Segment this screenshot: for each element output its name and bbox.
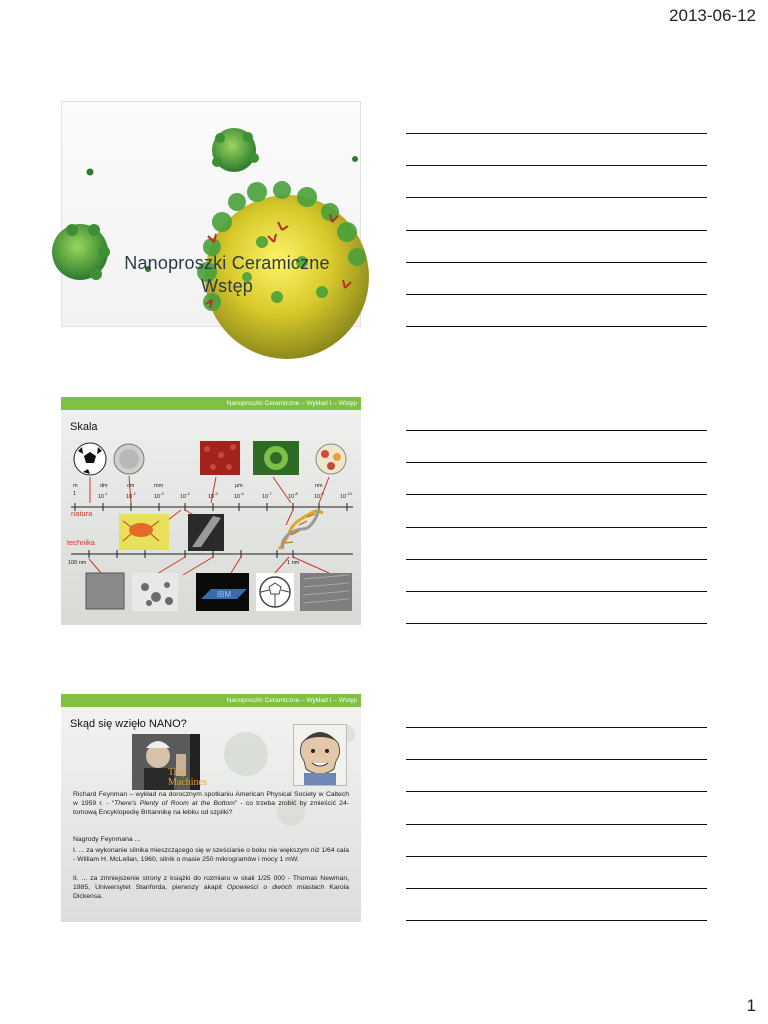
power-label: $10^{-6}$ [234,491,244,500]
print-date: 2013-06-12 [669,6,756,25]
nanoparticles-micrograph-image [132,573,178,611]
power-label: 1 [73,491,77,497]
unit-um: μm [235,483,243,489]
label-natura: natura [71,509,93,518]
unit-mm: mm [154,483,164,489]
slide-heading: Skąd się wzięło NANO? [70,718,187,730]
power-label: $10^{-4}$ [180,491,190,500]
paragraph-feynman-prizes: Nagrody Feynmana ... [73,836,141,843]
power-label: $10^{-1}$ [98,491,108,500]
surface-micrograph-image [86,573,124,609]
slide-header-bar: Nanoproszki Ceramiczne – Wykład I – Wstęp [61,397,361,410]
scale-diagram [61,397,361,625]
slide-heading: Skala [70,421,98,433]
scale-1nm: 1 nm [287,560,300,566]
paragraph-prize-one: I. ... za wykonanie silnika mieszczącego się w sześcianie o boku nie większym niż 1/64 cala - William H. McLellan, 1960, silnik o masie 250 mikrogramów i mocy 1 mW. [73,847,349,864]
caricature-drawing [294,725,346,785]
power-label: $10^{-3}$ [154,491,164,500]
power-label: $10^{-10}$ [340,491,352,500]
power-label: $10^{-8}$ [288,491,298,500]
dna-image [279,509,323,549]
scale-100nm: 100 nm [68,560,87,566]
power-label: $10^{-5}$ [208,491,218,500]
slide-scale [61,397,361,625]
slide-header-bar: Nanoproszki Ceramiczne – Wykład I – Wstęp [61,694,361,707]
slide-title [92,252,362,298]
slide-title-page [61,101,361,327]
page-number: 1 [746,996,756,1015]
slide-nano-origin [61,694,361,922]
power-label: $10^{-2}$ [126,491,136,500]
title-line-1: Nanoproszki Ceramiczne [124,253,330,273]
paragraph-prize-two: II. ... za zmniejszenie strony z książki do rozmiaru w skali 1/25 000 - Thomas Newman, 1985, Uniwersytet Stanforda, pierwszy akapit Opowieści o dwóch miastach Karola Dickensa. [73,875,349,901]
svg-text:IBM: IBM [216,590,232,599]
feynman-caricature [293,724,347,786]
label-technika: technika [67,538,95,547]
unit-m: m [73,483,78,489]
feynman-book-cover [132,734,207,790]
unit-dm: dm [100,483,108,489]
paragraph-feynman-lecture: Richard Feynman – wykład na dorocznym spotkaniu American Physical Society w Caltech w 1959 r. - “There's Plenty of Room at the Bottom” - co trzeba zrobić by zmieścić 24-tomową Encyklopedię Britannikę na łebku od szpilki? [73,791,349,817]
power-label: $10^{-7}$ [262,491,272,500]
title-line-2: Wstęp [200,276,253,296]
book-title: Tiny Machines [168,767,207,788]
unit-nm: nm [315,483,323,489]
unit-cm: cm [127,483,135,489]
power-label: $10^{-9}$ [314,491,324,500]
